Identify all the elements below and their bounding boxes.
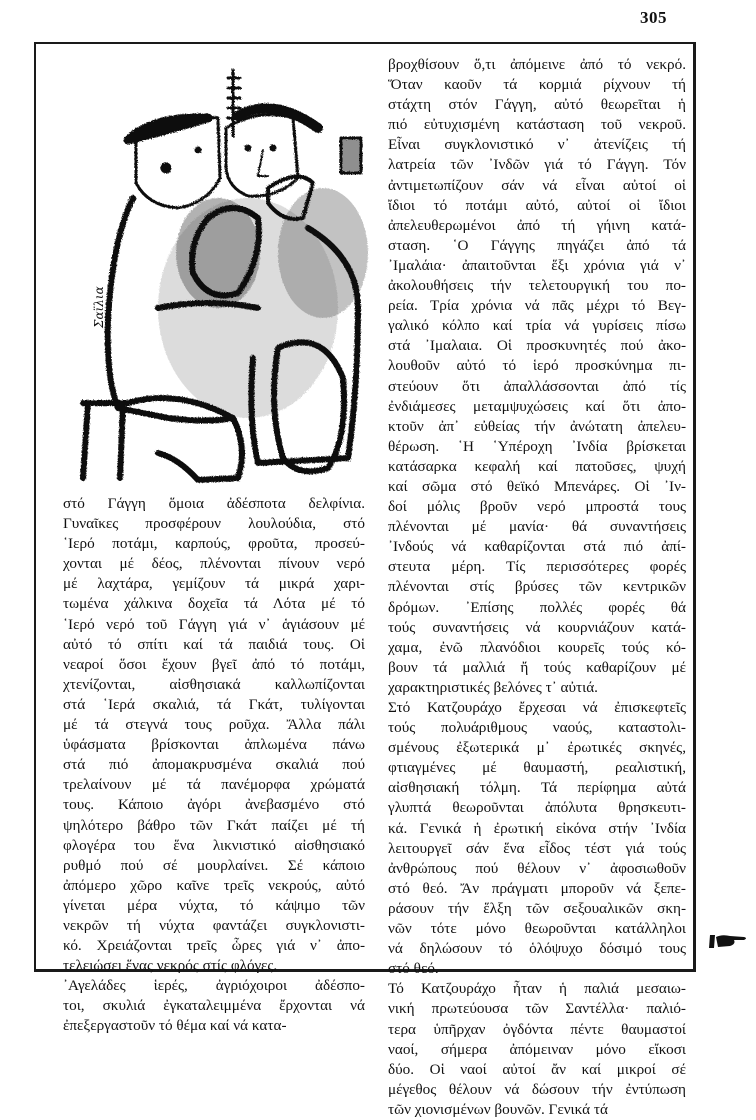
text-line: σμένους ἐξωτερικά μ᾽ ἐρωτικές σκηνές, (388, 739, 686, 757)
text-line: λειτουργεῖ σάν ἕνα εἶδος τέστ γιά τούς (388, 839, 686, 857)
text-line: κατάσαρκα κεφαλή καί πατοῦσες, ψυχή (388, 457, 686, 475)
text-line: τοι, σκυλιά ἐγκαταλειμμένα ἔρχονται νά (63, 997, 365, 1015)
text-line: νά δηλώσουν τό ὁλόψυχο δόσιμό τους (388, 940, 686, 958)
text-line: αὐτό τό σπίτι καί τά παιδιά τους. Οἱ (63, 635, 365, 653)
shading (278, 188, 368, 318)
text-line: θέρωση. ῾Η ῾Υπέροχη ᾽Ινδία βρίσκεται (388, 437, 686, 455)
text-line: τῶν χιονισμένων βουνῶν. Γενικά τά (388, 1100, 608, 1118)
text-line: φτιαγμένες μέ θαυμαστή, ρεαλιστική, (388, 759, 686, 777)
text-line: ᾽Ινδούς νά καθαρίζονται στά πιό ἀπί- (388, 538, 686, 556)
text-line: στά ῾Ιερά σκαλιά, τά Γκάτ, τυλίγονται (63, 695, 365, 713)
text-line: τους. Κάποιο ἀγόρι ἀνεβασμένο στό (63, 796, 365, 814)
text-line: στευτα μέρη. Τίς περισσότερες φορές (388, 558, 686, 576)
text-line: ἀντιμετωπίζουν σάν νά εἶναι αὐτοί οἱ (388, 176, 686, 194)
text-line: χτενίζονται, αἰσθησιακά καλλωπίζονται (63, 675, 365, 693)
artist-signature: Σαϊλια (92, 286, 106, 328)
text-line: τελειώσει ἕνας νεκρός στίς φλόγες. (63, 957, 278, 975)
text-line: τρελαίνουν μέ τά πανέμορφα χρώματά (63, 776, 365, 794)
text-line: ψηλότερο βάθρο τῶν Γκάτ παίζει μέ τή (63, 816, 365, 834)
text-line: λατρεία τῶν ᾽Ινδῶν γιά τό Γάγγη. Τόν (388, 156, 686, 174)
text-line: ἀπόμερο χῶρο καῖνε τρεῖς νεκρούς, αὐτό (63, 876, 365, 894)
wall-fixture (341, 138, 361, 173)
text-line: Γυναῖκες προσφέρουν λουλούδια, στό (63, 515, 365, 533)
left-figure-cheek (161, 163, 171, 173)
text-line: μέ τά στεγνά τους ροῦχα. Ἄλλα πάλι (63, 716, 365, 734)
text-line: ἀπελευθερωμένοι ἀπό τή γήινη κατά- (388, 216, 686, 234)
text-line: ἐπεξεργαστοῦν τό θέμα καί νά κατα- (63, 1017, 287, 1035)
text-line: στεύουν ὅτι ἀπαλλάσσονται ἀπό τίς (388, 377, 686, 395)
text-line: βουν τά μαλλιά ἤ τούς καθαρίζουν μέ (388, 658, 686, 676)
text-line: μέγεθος θέλουν νά δώσουν τήν ἐντύπωση (388, 1080, 686, 1098)
text-line: κά. Γενικά ἡ ἐρωτική εἰκόνα στήν ᾽Ινδία (388, 819, 686, 837)
text-line: χαρακτηριστικές βελόνες τ᾽ αὐτιά. (388, 678, 598, 696)
text-line: χαμα, ἐνῶ πλανόδιοι κουρεῖς τούς κό- (388, 638, 686, 656)
text-line: Ὅταν καοῦν τά κορμιά ρίχνουν τή (388, 76, 686, 94)
right-figure-nose (258, 150, 268, 176)
text-line: στά πιό ἀπομακρυσμένα σκαλιά πού (63, 756, 365, 774)
left-figure-eye (195, 147, 201, 153)
text-line: στό Γάγγη ὅμοια ἀδέσποτα δελφίνια. (63, 495, 365, 512)
right-column (388, 55, 686, 1120)
text-line: ναοί, σήμερα ἀπόμειναν μόνο εἴκοσι (388, 1040, 686, 1058)
left-figure-hair (128, 118, 208, 140)
text-line: κό. Χρειάζονται τρεῖς ὧρες γιά ν᾽ ἀπο- (63, 937, 365, 955)
page-number: 305 (640, 8, 667, 27)
text-line: δοί μόλις βροῦν νερό μπροστά τους (388, 498, 686, 516)
text-line: πιό εὐτυχισμένη κατάσταση τοῦ νεκροῦ. (388, 116, 686, 134)
text-line: κτοῦν ἀπ᾽ εὐθείας τήν ἀνώτατη ἀπελευ- (388, 417, 686, 435)
text-line: τούς συναντήσεις νά κουρνιάζουν κατά- (388, 618, 686, 636)
text-line: γλυπτά θεωροῦνται ἀπόλυτα θρησκευτι- (388, 799, 686, 817)
text-line: ῾Ιερό ποτάμι, καρπούς, φροῦτα, προσεύ- (63, 535, 365, 553)
text-line: ράσουν τήν ἕλξη τῶν σεξουαλικῶν σκη- (388, 899, 686, 917)
text-line: νική πρωτεύουσα τῶν Σαντέλλα· παλιό- (388, 1000, 686, 1018)
illustration (58, 58, 378, 490)
text-line: ἀκολουθήσεις τήν τελετουργική του πο- (388, 277, 686, 295)
pointing-hand-icon (708, 932, 752, 950)
text-line: νεαροί ὅσοι ἔχουν βγεῖ ἀπό τό ποτάμι, (63, 655, 365, 673)
text-line: βροχθίσουν ὅ,τι ἀπόμεινε ἀπό τό νεκρό. (388, 56, 686, 73)
text-line: λουθοῦν αὐτό τό ἱερό προσκύνημα πι- (388, 357, 686, 375)
text-line: ἴδιοι τό ποτάμι αὐτό, αὐτοί οἱ ἴδιοι (388, 196, 686, 214)
text-line: φλογέρα του ἕνα λικνιστικό αἰσθησιακό (63, 836, 365, 854)
text-line: γίνεται μέρα νύχτα, τό κάψιμο τῶν (63, 896, 365, 914)
text-line: σταση. ῾Ο Γάγγης πηγάζει ἀπό τά (388, 236, 686, 254)
text-line: τωμένα χάλκινα δοχεῖα τά Λότα μέ τό (63, 595, 365, 613)
text-line: ρυθμό πού σέ μουρλαίνει. Σέ κάποιο (63, 856, 365, 874)
text-line: ρεία. Τρία χρόνια νά πᾶς μέχρι τό Βεγ- (388, 297, 686, 315)
text-line: στό θεό. (388, 960, 439, 978)
left-column (63, 494, 365, 1037)
text-line: τούς πολυάριθμους ναούς, καταστολι- (388, 719, 686, 737)
text-line: νῶν τότε μόνο θεωροῦνται κατάλληλοι (388, 920, 686, 938)
right-figure-eye (245, 145, 251, 151)
text-line: δρόμων. ᾽Επίσης πολλές φορές θά (388, 598, 686, 616)
stool (83, 403, 128, 478)
text-line: ῾Ιερό νερό τοῦ Γάγγη γιά ν᾽ ἁγιάσουν μέ (63, 615, 365, 633)
right-figure-eye (270, 145, 276, 151)
text-line: στά ᾽Ιμαλαια. Οἱ προσκυνητές πού ἀκο- (388, 337, 686, 355)
text-line: καί σῶμα στό θεϊκό Μπενάρες. Οἱ ᾽Ιν- (388, 477, 686, 495)
text-line: ᾽Ιμαλάια· ἀπαιτοῦνται ἕξι χρόνια γιά ν᾽ (388, 256, 686, 274)
text-line: νεκρῶν τή νύχτα φαντάζει συγκλονιστι- (63, 916, 365, 934)
text-line: τερα ὑπῆρχαν ὀγδόντα πέντε θαυμαστοί (388, 1020, 686, 1038)
text-line: πλένονται μέ μανία· θά συναντήσεις (388, 518, 686, 536)
text-line: ἀνθρώπους πού θέλουν ν᾽ ἀφοσιωθοῦν (388, 859, 686, 877)
text-line: ἐνδιάμεσες μεταμψυχώσεις καί ὅτι ἀπο- (388, 397, 686, 415)
text-line: στάχτη στόν Γάγγη, αὐτό θεωρεῖται ἡ (388, 96, 686, 114)
text-line: Εἶναι συγκλονιστικό ν᾽ ἀτενίζεις τή (388, 136, 686, 154)
text-line: αἰσθησιακή τόλμη. Τά περίφημα αὐτά (388, 779, 686, 797)
text-line: ὑφάσματα βρίσκονται ἁπλωμένα πάνω (63, 736, 365, 754)
text-line: Τό Κατζουράχο ἦταν ἡ παλιά μεσαιω- (388, 980, 686, 998)
text-line: Στό Κατζουράχο ἔρχεσαι νά ἐπισκεφτεῖς (388, 699, 686, 716)
text-line: δύο. Οἱ ναοί αὐτοί ἄν καί μικροί σέ (388, 1060, 686, 1078)
text-line: στό θεό. Ἄν πράγματι μποροῦν νά ξεπε- (388, 879, 686, 897)
text-line: ᾽Αγελάδες ἱερές, ἀγριόχοιροι ἀδέσπο- (63, 977, 365, 995)
text-line: γαλικό κόλπο καί τρία νά γυρίσεις πίσω (388, 317, 686, 335)
text-line: μέ λαχτάρα, γεμίζουν τά μικρά χαρι- (63, 575, 365, 593)
text-line: χονται μέ δέος, πλένονται πίνουν νερό (63, 555, 365, 573)
text-line: πλένονται στίς βρύσες τῶν κεντρικῶν (388, 578, 686, 596)
